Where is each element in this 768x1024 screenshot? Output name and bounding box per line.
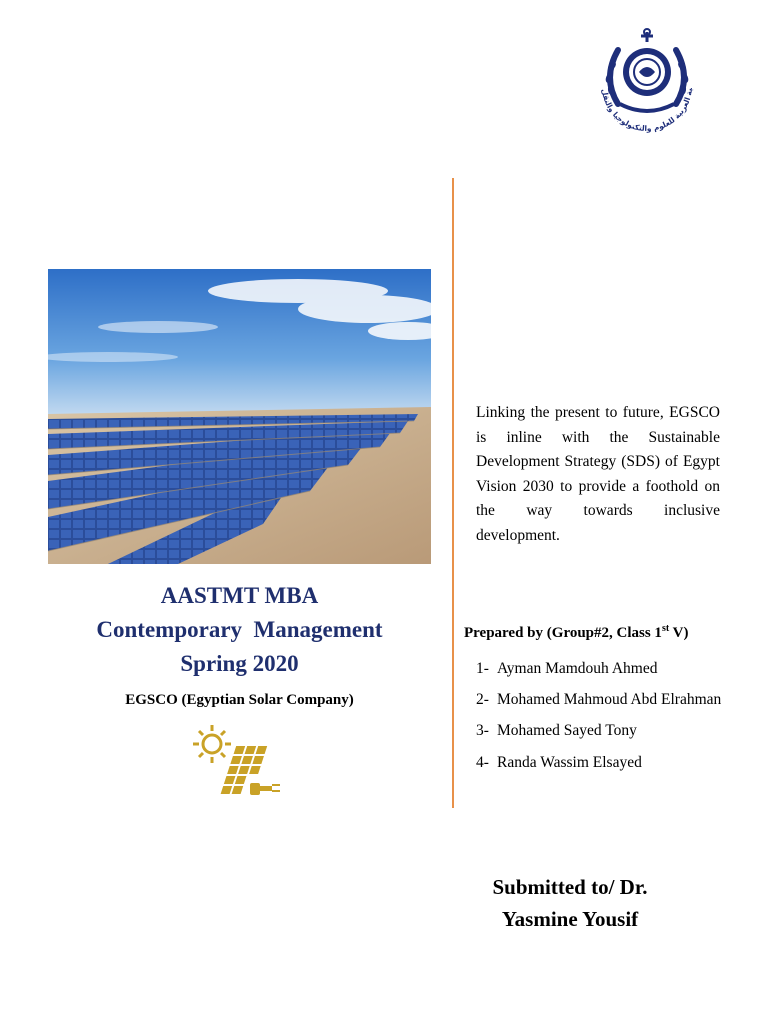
member-item (476, 752, 642, 774)
member-item (476, 658, 657, 680)
prepared-by-prefix: Prepared by (Group#2, Class 1 (464, 625, 662, 641)
aastmt-logo (588, 26, 706, 154)
solar-farm-image (48, 269, 431, 564)
aastmt-emblem-icon (588, 26, 706, 154)
member-item (476, 720, 637, 742)
submitted-to-line: Submitted to/ Dr. (492, 875, 648, 899)
member-name: Randa Wassim Elsayed (497, 754, 642, 771)
member-number: 4- (476, 754, 489, 771)
prepared-by-suffix: V) (669, 625, 689, 641)
member-item (476, 689, 721, 711)
intro-paragraph: Linking the present to future, EGSCO is inline with the Sustainable Development Strategy (SDS) of Egypt Vision 2030 to provide a foothold on the way towards inclusive development. (476, 404, 720, 544)
member-name: Mohamed Mahmoud Abd Elrahman (497, 691, 722, 708)
term-title: Spring 2020 (180, 651, 299, 676)
submitted-to-name: Yasmine Yousif (501, 907, 639, 931)
member-number: 1- (476, 660, 489, 677)
member-number: 2- (476, 691, 489, 708)
solar-farm-photo (48, 269, 431, 564)
member-name: Ayman Mamdouh Ahmed (497, 660, 658, 677)
member-name: Mohamed Sayed Tony (497, 722, 637, 739)
prepared-by-sup: st (661, 623, 670, 634)
member-number: 3- (476, 722, 489, 739)
svg-text:الأكاديمية العربية للعلوم والت: ية العربية للعلوم والتكنولوجيا والنقل (600, 87, 694, 134)
company-name: EGSCO (Egyptian Solar Company) (125, 692, 354, 708)
sun-solar-panel-plug-icon (186, 722, 286, 804)
course-title: Contemporary Management (96, 617, 383, 642)
prepared-by-heading (464, 622, 688, 644)
vertical-divider (452, 178, 454, 808)
program-title: AASTMT MBA (160, 583, 319, 608)
